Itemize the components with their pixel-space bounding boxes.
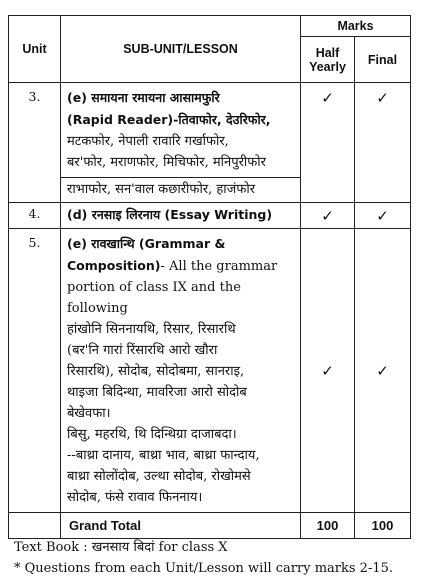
marks-note: * Questions from each Unit/Lesson will carry marks 2-15. [14,561,394,576]
grand-total-final: 100 [355,513,411,539]
lesson-line: (Rapid Reader)-तिवाफोर, देउरिफोर, [67,112,271,127]
grand-total-label: Grand Total [61,513,301,539]
lesson-line: मटकफोर, नेपाली रावारि गर्खाफोर, [67,134,229,149]
half-yearly-header [301,37,355,83]
lesson-line: बेखेवफा। [67,406,111,421]
final-check: ✓ [355,203,411,229]
lesson-line: (बर'नि गारां रिंसारथि आरो खौरा [67,343,218,358]
half-yearly-check: ✓ [301,229,355,513]
marks-header: Marks [301,16,411,37]
lesson-line: राभाफोर, सन'वाल कछारीफोर, हाजंफोर [67,182,256,197]
lesson-line: सोदोब, फंसे रावाव फिननाय। [67,490,203,505]
lesson-line: --बाथ्रा दानाय, बाथ्रा भाव, बाथ्रा फान्दाय, [67,448,260,463]
lesson-line: हांखोनि सिननायथि, रिसार, रिसारथि [67,322,236,337]
lesson-title: (e) समायना रमायना आसामफुरि [67,90,220,105]
lesson-line: portion of class IX and the following [67,280,241,316]
lesson-title: (d) रनसाइ लिरनाय (Essay Writing) [67,207,273,222]
half-yearly-check: ✓ [301,83,355,203]
half-yearly-line-1: Half [315,45,340,60]
unit-header: Unit [9,16,61,83]
syllabus-table [8,15,411,539]
final-check: ✓ [355,229,411,513]
lesson-cell [61,178,301,203]
lesson-title-cont: Composition) [67,258,161,273]
text-book-note: Text Book : खनसाय बिदां for class X [14,540,228,555]
grand-total-half: 100 [301,513,355,539]
lesson-cell [61,203,301,229]
final-header: Final [355,37,411,83]
lesson-line: बर'फोर, मराणफोर, मिचिफोर, मनिपुरीफोर [67,155,266,170]
half-yearly-line-2: Yearly [309,59,346,74]
lesson-cell [61,229,301,513]
lesson-title: (e) रावखान्थि (Grammar & [67,236,226,251]
lesson-line: बाथ्रा सोलोंदोब, उल्था सोदोब, रोखोमसे [67,469,251,484]
sub-unit-header: SUB-UNIT/LESSON [61,16,301,83]
grand-total-unit [9,513,61,539]
lesson-line: - All the grammar [160,259,278,274]
half-yearly-check: ✓ [301,203,355,229]
lesson-line: बिसु, महरथि, थि दिन्थिग्रा दाजाबदा। [67,427,237,442]
unit-number: 5. [9,229,61,513]
lesson-line: रिसारथि), सोदोब, सोदोबमा, सानराइ, [67,364,245,379]
unit-number: 3. [9,83,61,203]
lesson-line: थाइजा बिदिन्था, मावरिजा आरो सोदोब [67,385,247,400]
lesson-cell [61,83,301,178]
final-check: ✓ [355,83,411,203]
unit-number: 4. [9,203,61,229]
